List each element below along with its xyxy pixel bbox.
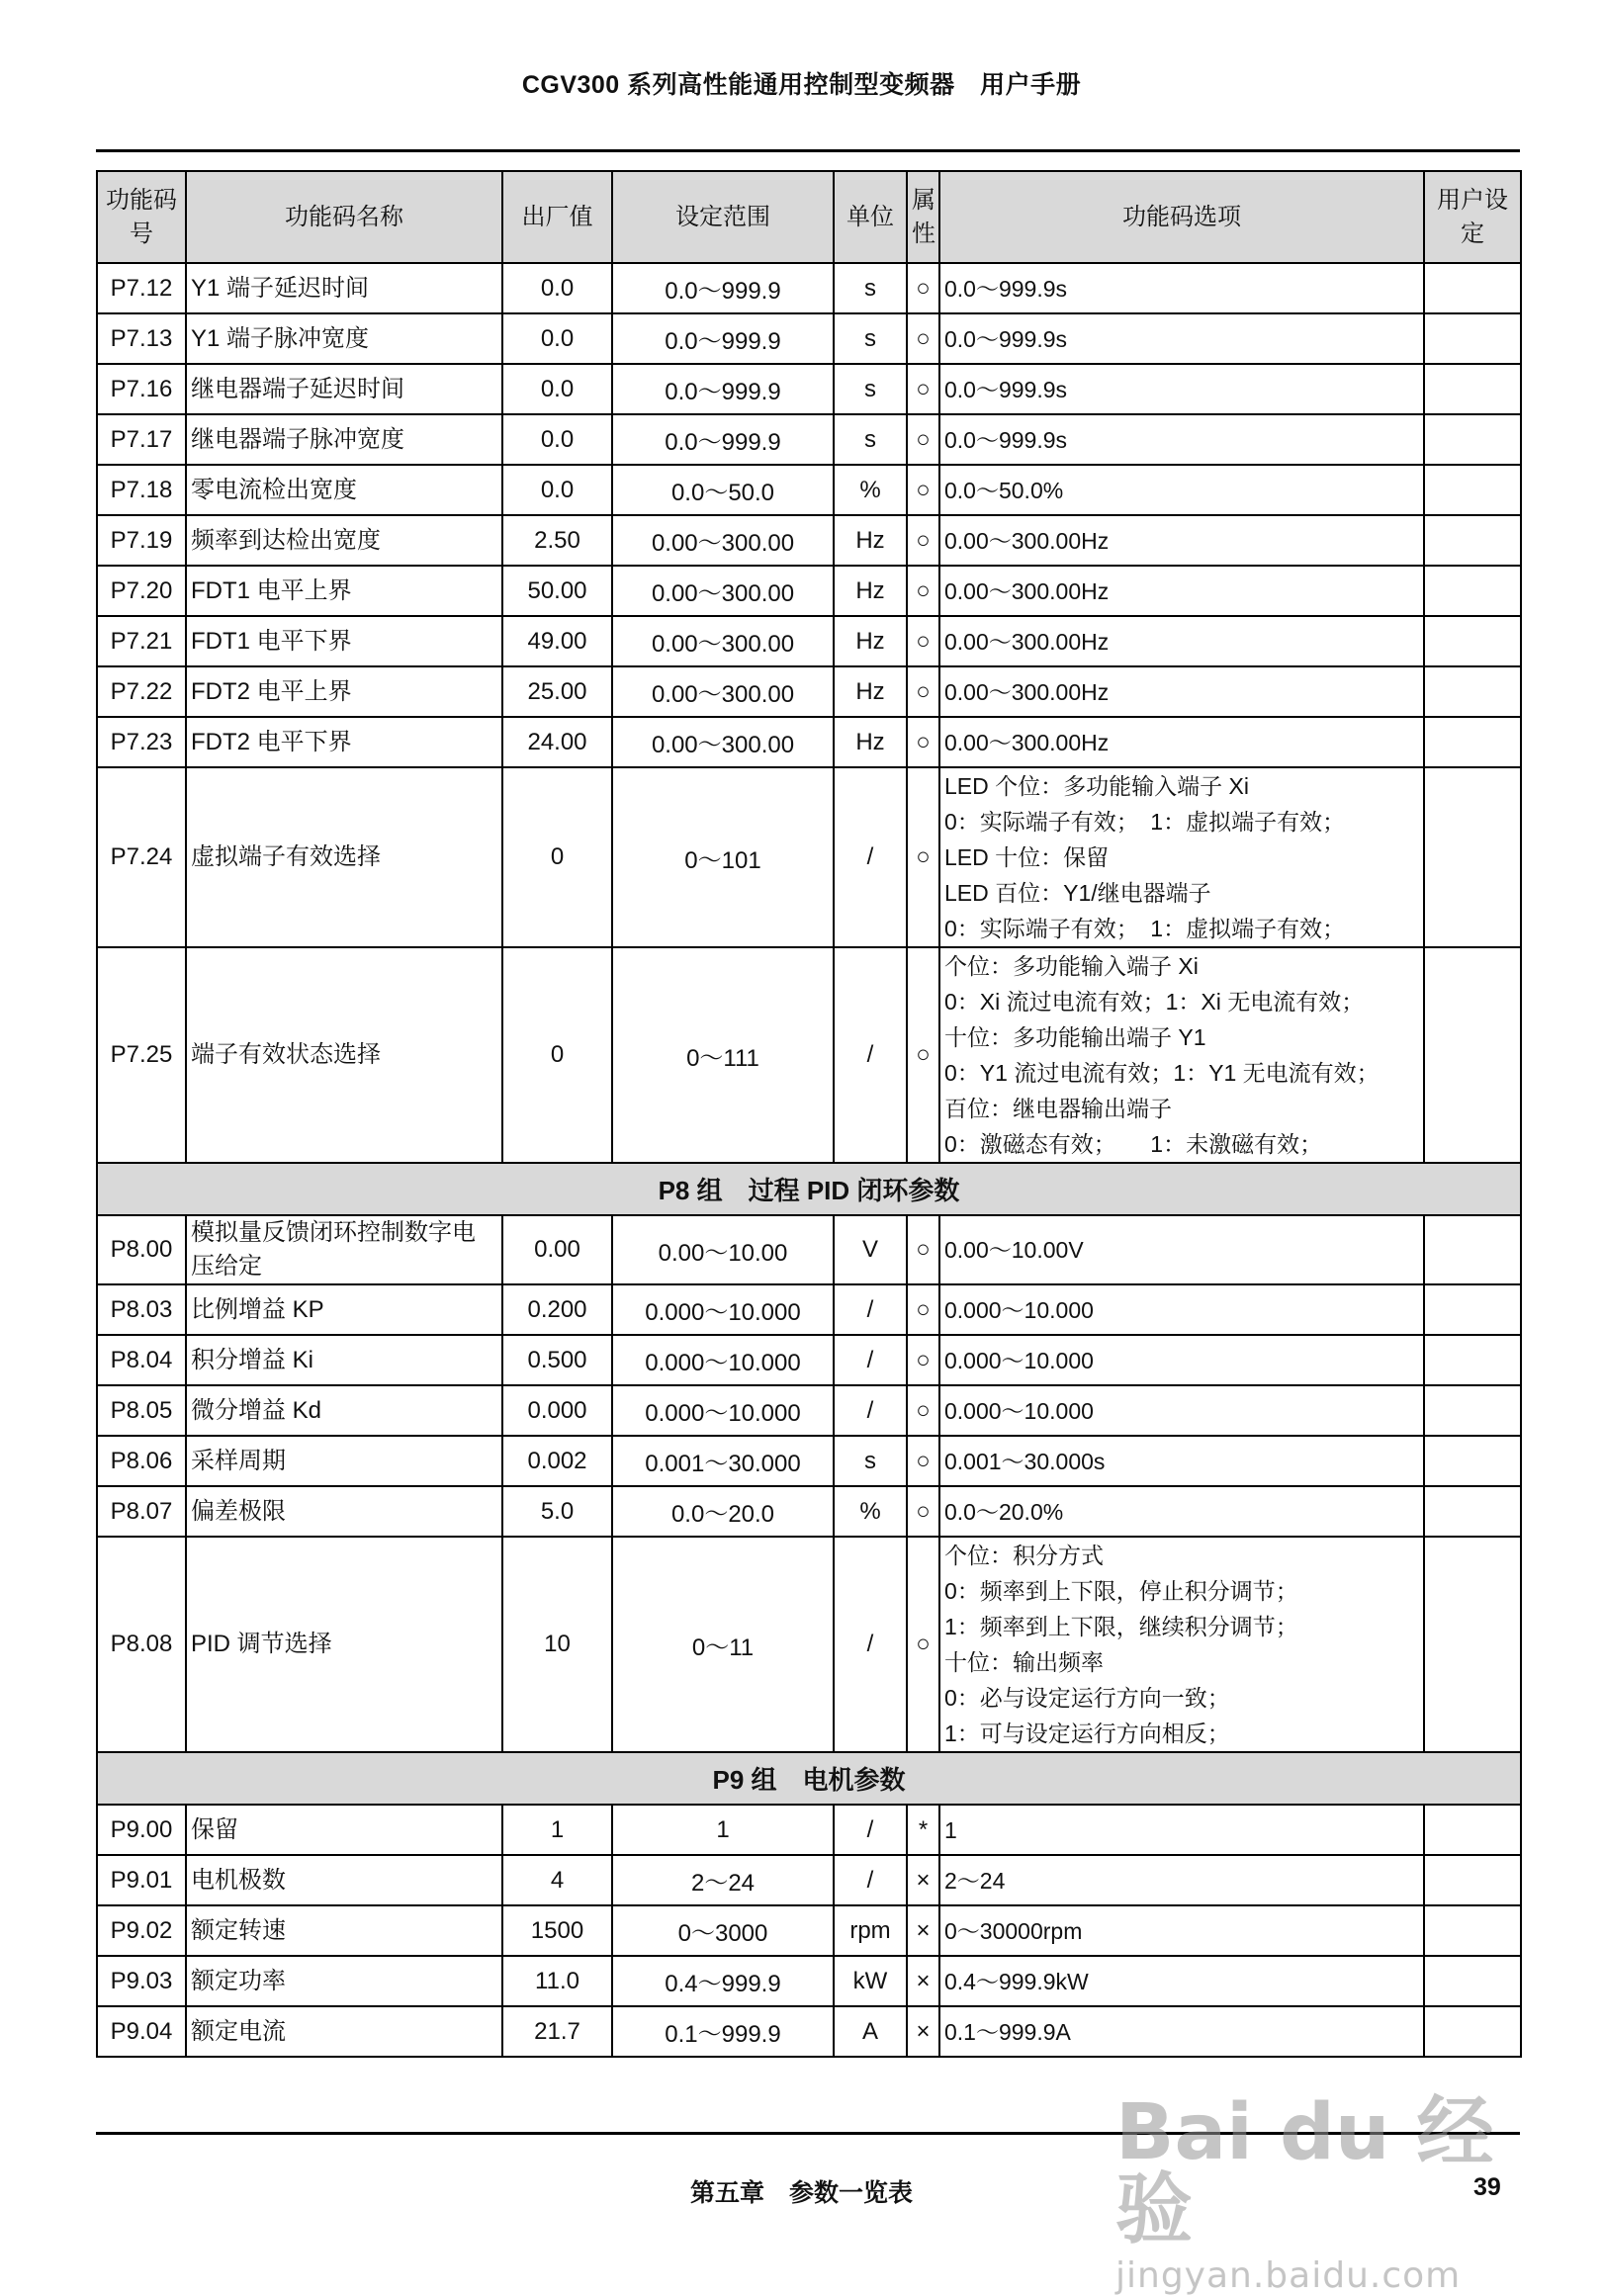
- group-title-p8: P8 组 过程 PID 闭环参数: [97, 1163, 1521, 1215]
- option-line: 0：激磁态有效； 1：未激磁有效；: [944, 1131, 1323, 1157]
- option-line: 0.4～999.9kW: [944, 1968, 1089, 1994]
- cell-name: 电机极数: [186, 1855, 502, 1905]
- cell-range: 1: [612, 1805, 834, 1855]
- cell-attr: ○: [907, 666, 939, 717]
- cell-range: 0.00～300.00: [612, 717, 834, 767]
- cell-unit: /: [834, 1284, 907, 1335]
- option-line: 0.000～10.000: [944, 1397, 1094, 1424]
- cell-user: [1424, 1486, 1521, 1537]
- cell-default: 5.0: [502, 1486, 612, 1537]
- cell-user: [1424, 1805, 1521, 1855]
- cell-name: 比例增益 KP: [186, 1284, 502, 1335]
- option-line: 0.00～300.00Hz: [944, 628, 1110, 655]
- cell-range: 0.0～999.9: [612, 414, 834, 465]
- cell-user: [1424, 666, 1521, 717]
- cell-name: 模拟量反馈闭环控制数字电压给定: [186, 1215, 502, 1284]
- table-body-p9: [97, 1805, 1521, 2057]
- table-row: [97, 947, 1521, 1163]
- cell-user: [1424, 1436, 1521, 1486]
- table-row: [97, 313, 1521, 364]
- cell-unit: A: [834, 2006, 907, 2057]
- cell-unit: s: [834, 1436, 907, 1486]
- cell-options: [939, 1215, 1424, 1284]
- table-row: [97, 1956, 1521, 2006]
- cell-attr: *: [907, 1805, 939, 1855]
- cell-attr: ○: [907, 515, 939, 566]
- cell-code: P8.06: [97, 1436, 186, 1486]
- cell-unit: kW: [834, 1956, 907, 2006]
- col-header-unit: 单位: [834, 171, 907, 263]
- cell-attr: ○: [907, 1537, 939, 1752]
- cell-attr: ×: [907, 2006, 939, 2057]
- cell-user: [1424, 1905, 1521, 1956]
- cell-code: P9.00: [97, 1805, 186, 1855]
- cell-name: 端子有效状态选择: [186, 947, 502, 1163]
- option-line: 0.00～300.00Hz: [944, 577, 1110, 604]
- cell-user: [1424, 717, 1521, 767]
- page-number: 39: [1473, 2173, 1501, 2201]
- cell-range: 0.00～300.00: [612, 666, 834, 717]
- cell-user: [1424, 1537, 1521, 1752]
- cell-code: P7.20: [97, 566, 186, 616]
- cell-unit: Hz: [834, 566, 907, 616]
- cell-user: [1424, 566, 1521, 616]
- cell-options: [939, 1905, 1424, 1956]
- option-line: 0.0～50.0%: [944, 477, 1064, 503]
- cell-attr: ○: [907, 1284, 939, 1335]
- cell-default: 49.00: [502, 616, 612, 666]
- cell-default: 25.00: [502, 666, 612, 717]
- cell-code: P7.18: [97, 465, 186, 515]
- cell-attr: ○: [907, 616, 939, 666]
- cell-default: 2.50: [502, 515, 612, 566]
- cell-user: [1424, 1385, 1521, 1436]
- table-row: [97, 515, 1521, 566]
- page-header-title: CGV300 系列高性能通用控制型变频器 用户手册: [521, 71, 1082, 99]
- table-row: [97, 1905, 1521, 1956]
- cell-user: [1424, 313, 1521, 364]
- cell-default: 10: [502, 1537, 612, 1752]
- table-row: [97, 1486, 1521, 1537]
- table-row: [97, 717, 1521, 767]
- cell-default: 11.0: [502, 1956, 612, 2006]
- option-line: 0.00～300.00Hz: [944, 729, 1110, 755]
- cell-range: 0.000～10.000: [612, 1385, 834, 1436]
- cell-default: 0.200: [502, 1284, 612, 1335]
- cell-range: 0.001～30.000: [612, 1436, 834, 1486]
- cell-name: 零电流检出宽度: [186, 465, 502, 515]
- cell-code: P7.17: [97, 414, 186, 465]
- cell-unit: Hz: [834, 616, 907, 666]
- cell-name: FDT1 电平下界: [186, 616, 502, 666]
- option-line: 百位：继电器输出端子: [944, 1096, 1172, 1121]
- cell-user: [1424, 414, 1521, 465]
- cell-range: 0.00～300.00: [612, 566, 834, 616]
- cell-options: [939, 414, 1424, 465]
- cell-options: [939, 1385, 1424, 1436]
- cell-unit: %: [834, 1486, 907, 1537]
- cell-default: 0.0: [502, 364, 612, 414]
- cell-unit: V: [834, 1215, 907, 1284]
- table-row: [97, 566, 1521, 616]
- col-header-options: 功能码选项: [939, 171, 1424, 263]
- cell-unit: s: [834, 414, 907, 465]
- table-body-p7: [97, 263, 1521, 1163]
- cell-name: 偏差极限: [186, 1486, 502, 1537]
- cell-unit: rpm: [834, 1905, 907, 1956]
- cell-user: [1424, 1855, 1521, 1905]
- option-line: 0.0～999.9s: [944, 426, 1068, 453]
- option-line: 1：频率到上下限，继续积分调节；: [944, 1614, 1298, 1639]
- cell-user: [1424, 465, 1521, 515]
- cell-name: 额定电流: [186, 2006, 502, 2057]
- cell-default: 1: [502, 1805, 612, 1855]
- cell-range: 0.00～300.00: [612, 616, 834, 666]
- cell-user: [1424, 2006, 1521, 2057]
- cell-name: 额定功率: [186, 1956, 502, 2006]
- cell-range: 0.0～999.9: [612, 313, 834, 364]
- cell-unit: s: [834, 263, 907, 313]
- col-header-code: 功能码号: [97, 171, 186, 263]
- cell-code: P8.04: [97, 1335, 186, 1385]
- option-line: 1: [944, 1816, 957, 1843]
- cell-options: [939, 1805, 1424, 1855]
- option-line: 0.0～999.9s: [944, 275, 1068, 302]
- cell-options: [939, 465, 1424, 515]
- cell-code: P8.05: [97, 1385, 186, 1436]
- cell-options: [939, 1284, 1424, 1335]
- cell-user: [1424, 1956, 1521, 2006]
- table-row: [97, 1805, 1521, 1855]
- cell-unit: /: [834, 1335, 907, 1385]
- cell-code: P7.23: [97, 717, 186, 767]
- cell-attr: ○: [907, 1486, 939, 1537]
- option-line: 0.00～300.00Hz: [944, 527, 1110, 554]
- cell-name: FDT2 电平下界: [186, 717, 502, 767]
- cell-code: P8.00: [97, 1215, 186, 1284]
- cell-default: 50.00: [502, 566, 612, 616]
- cell-user: [1424, 1215, 1521, 1284]
- cell-code: P8.07: [97, 1486, 186, 1537]
- col-header-user: 用户设定: [1424, 171, 1521, 263]
- cell-code: P7.12: [97, 263, 186, 313]
- cell-user: [1424, 767, 1521, 947]
- cell-unit: /: [834, 947, 907, 1163]
- option-line: 2～24: [944, 1867, 1006, 1894]
- cell-attr: ○: [907, 717, 939, 767]
- cell-options: [939, 364, 1424, 414]
- watermark-logo: [1115, 2088, 1551, 2296]
- cell-code: P9.04: [97, 2006, 186, 2057]
- cell-code: P7.24: [97, 767, 186, 947]
- option-line: 0.0～999.9s: [944, 325, 1068, 352]
- cell-unit: %: [834, 465, 907, 515]
- table-row: [97, 364, 1521, 414]
- cell-code: P9.03: [97, 1956, 186, 2006]
- cell-attr: ○: [907, 313, 939, 364]
- cell-default: 0.500: [502, 1335, 612, 1385]
- table-row: [97, 767, 1521, 947]
- col-header-default: 出厂值: [502, 171, 612, 263]
- cell-code: P9.02: [97, 1905, 186, 1956]
- cell-unit: /: [834, 1805, 907, 1855]
- cell-code: P7.22: [97, 666, 186, 717]
- option-line: 0.0～999.9s: [944, 376, 1068, 402]
- cell-range: 0.4～999.9: [612, 1956, 834, 2006]
- cell-attr: ×: [907, 1905, 939, 1956]
- table-row: [97, 1537, 1521, 1752]
- table-row: [97, 414, 1521, 465]
- cell-range: 0.0～999.9: [612, 364, 834, 414]
- cell-name: 微分增益 Kd: [186, 1385, 502, 1436]
- cell-name: 保留: [186, 1805, 502, 1855]
- cell-options: [939, 947, 1424, 1163]
- table-row: [97, 616, 1521, 666]
- option-line: 0：必与设定运行方向一致；: [944, 1685, 1230, 1711]
- table-row: [97, 2006, 1521, 2057]
- cell-attr: ○: [907, 1335, 939, 1385]
- cell-options: [939, 566, 1424, 616]
- cell-attr: ○: [907, 1385, 939, 1436]
- group-p8: [97, 1163, 1521, 1215]
- cell-options: [939, 1436, 1424, 1486]
- option-line: LED 十位：保留: [944, 844, 1110, 870]
- cell-default: 0.0: [502, 313, 612, 364]
- cell-options: [939, 1537, 1424, 1752]
- cell-default: 0.002: [502, 1436, 612, 1486]
- cell-default: 0.0: [502, 263, 612, 313]
- cell-attr: ○: [907, 566, 939, 616]
- cell-user: [1424, 364, 1521, 414]
- col-header-range: 设定范围: [612, 171, 834, 263]
- cell-user: [1424, 515, 1521, 566]
- table-row: [97, 666, 1521, 717]
- col-header-attr: 属性: [907, 171, 939, 263]
- cell-unit: Hz: [834, 717, 907, 767]
- option-line: 0：实际端子有效； 1：虚拟端子有效；: [944, 916, 1346, 941]
- table-header-row: [97, 171, 1521, 263]
- cell-user: [1424, 263, 1521, 313]
- table-row: [97, 1855, 1521, 1905]
- table-row: [97, 1436, 1521, 1486]
- cell-code: P8.03: [97, 1284, 186, 1335]
- group-row-p8: [97, 1163, 1521, 1215]
- cell-name: Y1 端子延迟时间: [186, 263, 502, 313]
- cell-attr: ×: [907, 1956, 939, 2006]
- option-line: 0.0～20.0%: [944, 1498, 1064, 1525]
- table-row: [97, 1284, 1521, 1335]
- option-line: 个位：积分方式: [944, 1543, 1104, 1568]
- option-line: 0.00～300.00Hz: [944, 678, 1110, 705]
- cell-default: 21.7: [502, 2006, 612, 2057]
- cell-name: FDT2 电平上界: [186, 666, 502, 717]
- cell-name: 继电器端子延迟时间: [186, 364, 502, 414]
- group-row-p9: [97, 1752, 1521, 1805]
- cell-unit: /: [834, 1385, 907, 1436]
- table-row: [97, 465, 1521, 515]
- cell-attr: ○: [907, 947, 939, 1163]
- footer-chapter-title: 第五章 参数一览表: [689, 2179, 913, 2207]
- option-line: 个位：多功能输入端子 Xi: [944, 953, 1199, 979]
- option-line: 0.001～30.000s: [944, 1448, 1106, 1474]
- cell-range: 0.00～10.00: [612, 1215, 834, 1284]
- cell-options: [939, 616, 1424, 666]
- cell-code: P7.25: [97, 947, 186, 1163]
- group-title-p9: P9 组 电机参数: [97, 1752, 1521, 1805]
- cell-code: P7.19: [97, 515, 186, 566]
- cell-unit: /: [834, 1537, 907, 1752]
- cell-name: 额定转速: [186, 1905, 502, 1956]
- cell-options: [939, 263, 1424, 313]
- cell-attr: ○: [907, 1436, 939, 1486]
- cell-default: 0.0: [502, 465, 612, 515]
- cell-unit: s: [834, 364, 907, 414]
- cell-options: [939, 1956, 1424, 2006]
- cell-default: 4: [502, 1855, 612, 1905]
- watermark-url: jingyan.baidu.com: [1115, 2255, 1462, 2296]
- cell-options: [939, 313, 1424, 364]
- cell-unit: s: [834, 313, 907, 364]
- group-p9: [97, 1752, 1521, 1805]
- cell-options: [939, 1855, 1424, 1905]
- header-rule: [96, 149, 1520, 152]
- cell-attr: ○: [907, 1215, 939, 1284]
- option-line: 十位：多功能输出端子 Y1: [944, 1024, 1206, 1050]
- option-line: 十位：输出频率: [944, 1649, 1104, 1675]
- cell-range: 0～11: [612, 1537, 834, 1752]
- cell-unit: Hz: [834, 515, 907, 566]
- option-line: 0～30000rpm: [944, 1917, 1083, 1944]
- option-line: LED 个位：多功能输入端子 Xi: [944, 773, 1249, 799]
- cell-name: Y1 端子脉冲宽度: [186, 313, 502, 364]
- cell-range: 0.0～999.9: [612, 263, 834, 313]
- option-line: 0.1～999.9A: [944, 2018, 1071, 2045]
- cell-attr: ×: [907, 1855, 939, 1905]
- cell-user: [1424, 616, 1521, 666]
- cell-range: 0.0～20.0: [612, 1486, 834, 1537]
- cell-options: [939, 1335, 1424, 1385]
- cell-code: P9.01: [97, 1855, 186, 1905]
- cell-attr: ○: [907, 364, 939, 414]
- cell-default: 0.0: [502, 414, 612, 465]
- cell-default: 0.00: [502, 1215, 612, 1284]
- cell-options: [939, 666, 1424, 717]
- cell-range: 0～101: [612, 767, 834, 947]
- cell-user: [1424, 1284, 1521, 1335]
- option-line: 0：实际端子有效； 1：虚拟端子有效；: [944, 809, 1346, 835]
- cell-default: 0: [502, 947, 612, 1163]
- cell-options: [939, 767, 1424, 947]
- cell-attr: ○: [907, 465, 939, 515]
- cell-unit: /: [834, 1855, 907, 1905]
- cell-range: 0.000～10.000: [612, 1335, 834, 1385]
- cell-range: 0～111: [612, 947, 834, 1163]
- cell-name: FDT1 电平上界: [186, 566, 502, 616]
- cell-range: 0.000～10.000: [612, 1284, 834, 1335]
- option-line: 0：频率到上下限，停止积分调节；: [944, 1578, 1298, 1604]
- cell-attr: ○: [907, 414, 939, 465]
- cell-attr: ○: [907, 767, 939, 947]
- cell-name: 继电器端子脉冲宽度: [186, 414, 502, 465]
- cell-options: [939, 1486, 1424, 1537]
- cell-code: P7.16: [97, 364, 186, 414]
- option-line: 0.000～10.000: [944, 1347, 1094, 1373]
- table-row: [97, 263, 1521, 313]
- option-line: 0.00～10.00V: [944, 1237, 1084, 1263]
- watermark-brand: Bai du 经验: [1115, 2088, 1494, 2254]
- cell-range: 0.00～300.00: [612, 515, 834, 566]
- cell-name: 虚拟端子有效选择: [186, 767, 502, 947]
- col-header-name: 功能码名称: [186, 171, 502, 263]
- cell-code: P7.21: [97, 616, 186, 666]
- cell-default: 24.00: [502, 717, 612, 767]
- cell-code: P7.13: [97, 313, 186, 364]
- cell-name: PID 调节选择: [186, 1537, 502, 1752]
- option-line: 0：Xi 流过电流有效；1：Xi 无电流有效；: [944, 989, 1365, 1015]
- table-row: [97, 1335, 1521, 1385]
- cell-range: 2～24: [612, 1855, 834, 1905]
- option-line: LED 百位：Y1/继电器端子: [944, 880, 1211, 906]
- table-row: [97, 1385, 1521, 1436]
- cell-code: P8.08: [97, 1537, 186, 1752]
- cell-unit: Hz: [834, 666, 907, 717]
- option-line: 1：可与设定运行方向相反；: [944, 1721, 1230, 1746]
- cell-range: 0.0～50.0: [612, 465, 834, 515]
- cell-default: 0: [502, 767, 612, 947]
- cell-unit: /: [834, 767, 907, 947]
- cell-default: 0.000: [502, 1385, 612, 1436]
- cell-default: 1500: [502, 1905, 612, 1956]
- cell-user: [1424, 947, 1521, 1163]
- option-line: 0.000～10.000: [944, 1296, 1094, 1323]
- cell-options: [939, 515, 1424, 566]
- cell-options: [939, 2006, 1424, 2057]
- cell-attr: ○: [907, 263, 939, 313]
- cell-user: [1424, 1335, 1521, 1385]
- cell-options: [939, 717, 1424, 767]
- option-line: 0：Y1 流过电流有效；1：Y1 无电流有效；: [944, 1060, 1380, 1086]
- parameter-table: [96, 170, 1522, 2058]
- table-row: [97, 1215, 1521, 1284]
- cell-range: 0～3000: [612, 1905, 834, 1956]
- cell-name: 积分增益 Ki: [186, 1335, 502, 1385]
- table-body-p8: [97, 1215, 1521, 1752]
- cell-range: 0.1～999.9: [612, 2006, 834, 2057]
- cell-name: 采样周期: [186, 1436, 502, 1486]
- cell-name: 频率到达检出宽度: [186, 515, 502, 566]
